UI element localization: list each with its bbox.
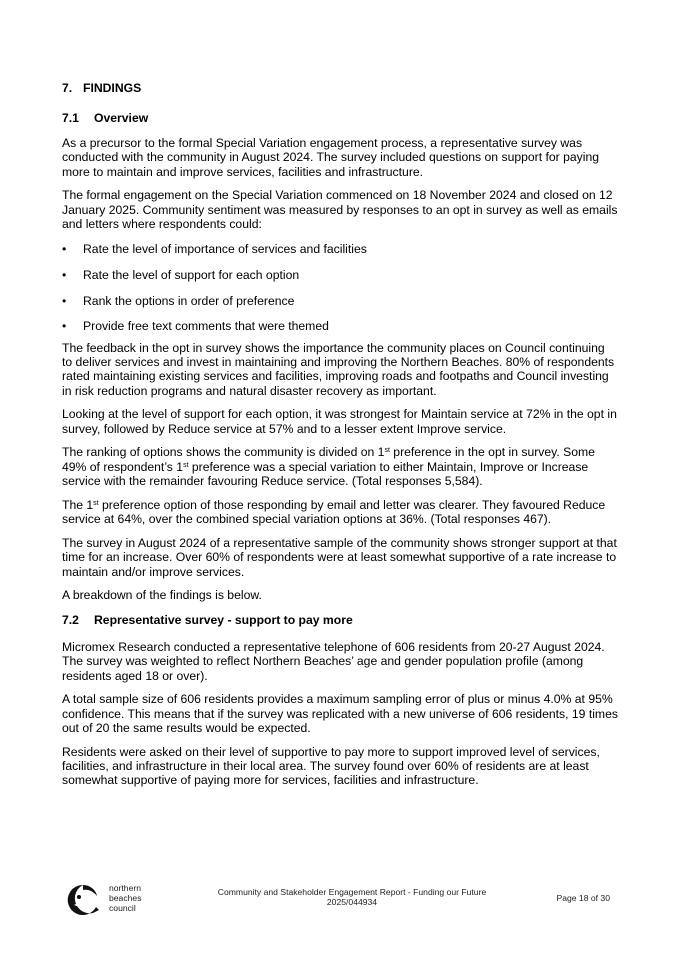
- footer-reference: 2025/044934: [326, 897, 378, 908]
- subsection-number: 7.1: [62, 111, 79, 125]
- paragraph: Looking at the level of support for each option, it was strongest for Maintain service at 72% in the opt in survey, followed by Reduce service at 57% and to a lesser extent Improve service.: [62, 407, 617, 436]
- paragraph: Micromex Research conducted a representative telephone of 606 residents from 20-27 August 2024. The survey was weighted to reflect Northern Beaches’ age and gender population profile (among residents aged 18 or over).: [62, 640, 605, 683]
- paragraph: As a precursor to the formal Special Variation engagement process, a representative survey was conducted with the community in August 2024. The survey included questions on support for paying more to maintain and improve services, facilities and infrastructure.: [62, 136, 600, 179]
- bullet-list: [62, 242, 618, 333]
- bullet-icon: •: [62, 267, 67, 282]
- subsection-heading-representative-survey: [62, 612, 618, 628]
- document-body: [62, 80, 618, 797]
- subsection-heading-overview: [62, 110, 618, 126]
- paragraph: A total sample size of 606 residents provides a maximum sampling error of plus or minus 4.0% at 95% confidence. This means that if the survey was replicated with a new universe of 606 residents, 19 times out of 20 the same results would be expected.: [62, 692, 618, 736]
- paragraph-ranking: The ranking of options shows the community is divided on 1st preference in the opt in survey. Some 49% of respondent’s 1st preference was a special variation to either Maintain, Improve or Increase service with the remainder favouring Reduce service. (Total responses 5,584).: [62, 445, 595, 489]
- page-footer: [62, 880, 618, 924]
- list-item: • Rate the level of importance of services and facilities: [62, 242, 367, 257]
- paragraph-email-preference: The 1st preference option of those responding by email and letter was clearer. They favoured Reduce service at 64%, over the combined special variation options at 36%. (Total responses 467).: [62, 497, 606, 527]
- footer-report-title: Community and Stakeholder Engagement Report - Funding our Future: [217, 887, 487, 897]
- paragraph: The feedback in the opt in survey shows the importance the community places on Council continuing to deliver services and invest in maintaining and improving the Northern Beaches. 80% of respondents rated maintaining existing services and facilities, improving roads and footpaths and Council investing in risk reduction programs and natural disaster recovery as important.: [62, 340, 615, 398]
- paragraph: The formal engagement on the Special Variation commenced on 18 November 2024 and closed on 12 January 2025. Community sentiment was measured by responses to an opt in survey as well as emails and letters where respondents could:: [62, 188, 618, 231]
- list-item: • Rate the level of support for each option: [62, 267, 300, 282]
- section-title: FINDINGS: [83, 81, 142, 95]
- paragraph: The survey in August 2024 of a representative sample of the community shows stronger support at that time for an increase. Over 60% of respondents were at least somewhat supportive of a rate increase to maintain and/or improve services.: [62, 535, 617, 579]
- bullet-icon: •: [62, 319, 67, 334]
- northern-beaches-council-logo-icon: [66, 883, 100, 917]
- page-number: Page 18 of 30: [556, 893, 610, 903]
- list-item: • Rank the options in order of preference: [62, 293, 295, 308]
- list-item: • Provide free text comments that were themed: [62, 319, 329, 334]
- logo-wordmark: northern beaches council: [109, 883, 142, 913]
- bullet-icon: •: [62, 293, 67, 308]
- bullet-icon: •: [62, 242, 67, 257]
- section-number: 7.: [62, 81, 73, 95]
- paragraph: A breakdown of the findings is below.: [62, 588, 262, 603]
- subsection-title: Overview: [94, 111, 149, 125]
- subsection-title: Representative survey - support to pay more: [94, 613, 353, 628]
- footer-report-info: [202, 887, 502, 908]
- subsection-number: 7.2: [62, 613, 79, 628]
- section-heading: [62, 80, 618, 96]
- paragraph: Residents were asked on their level of supportive to pay more to support improved level of services, facilities, and infrastructure in their local area. The survey found over 60% of residents are at least somewhat supportive of paying more for services, facilities and infrastructure.: [62, 744, 600, 788]
